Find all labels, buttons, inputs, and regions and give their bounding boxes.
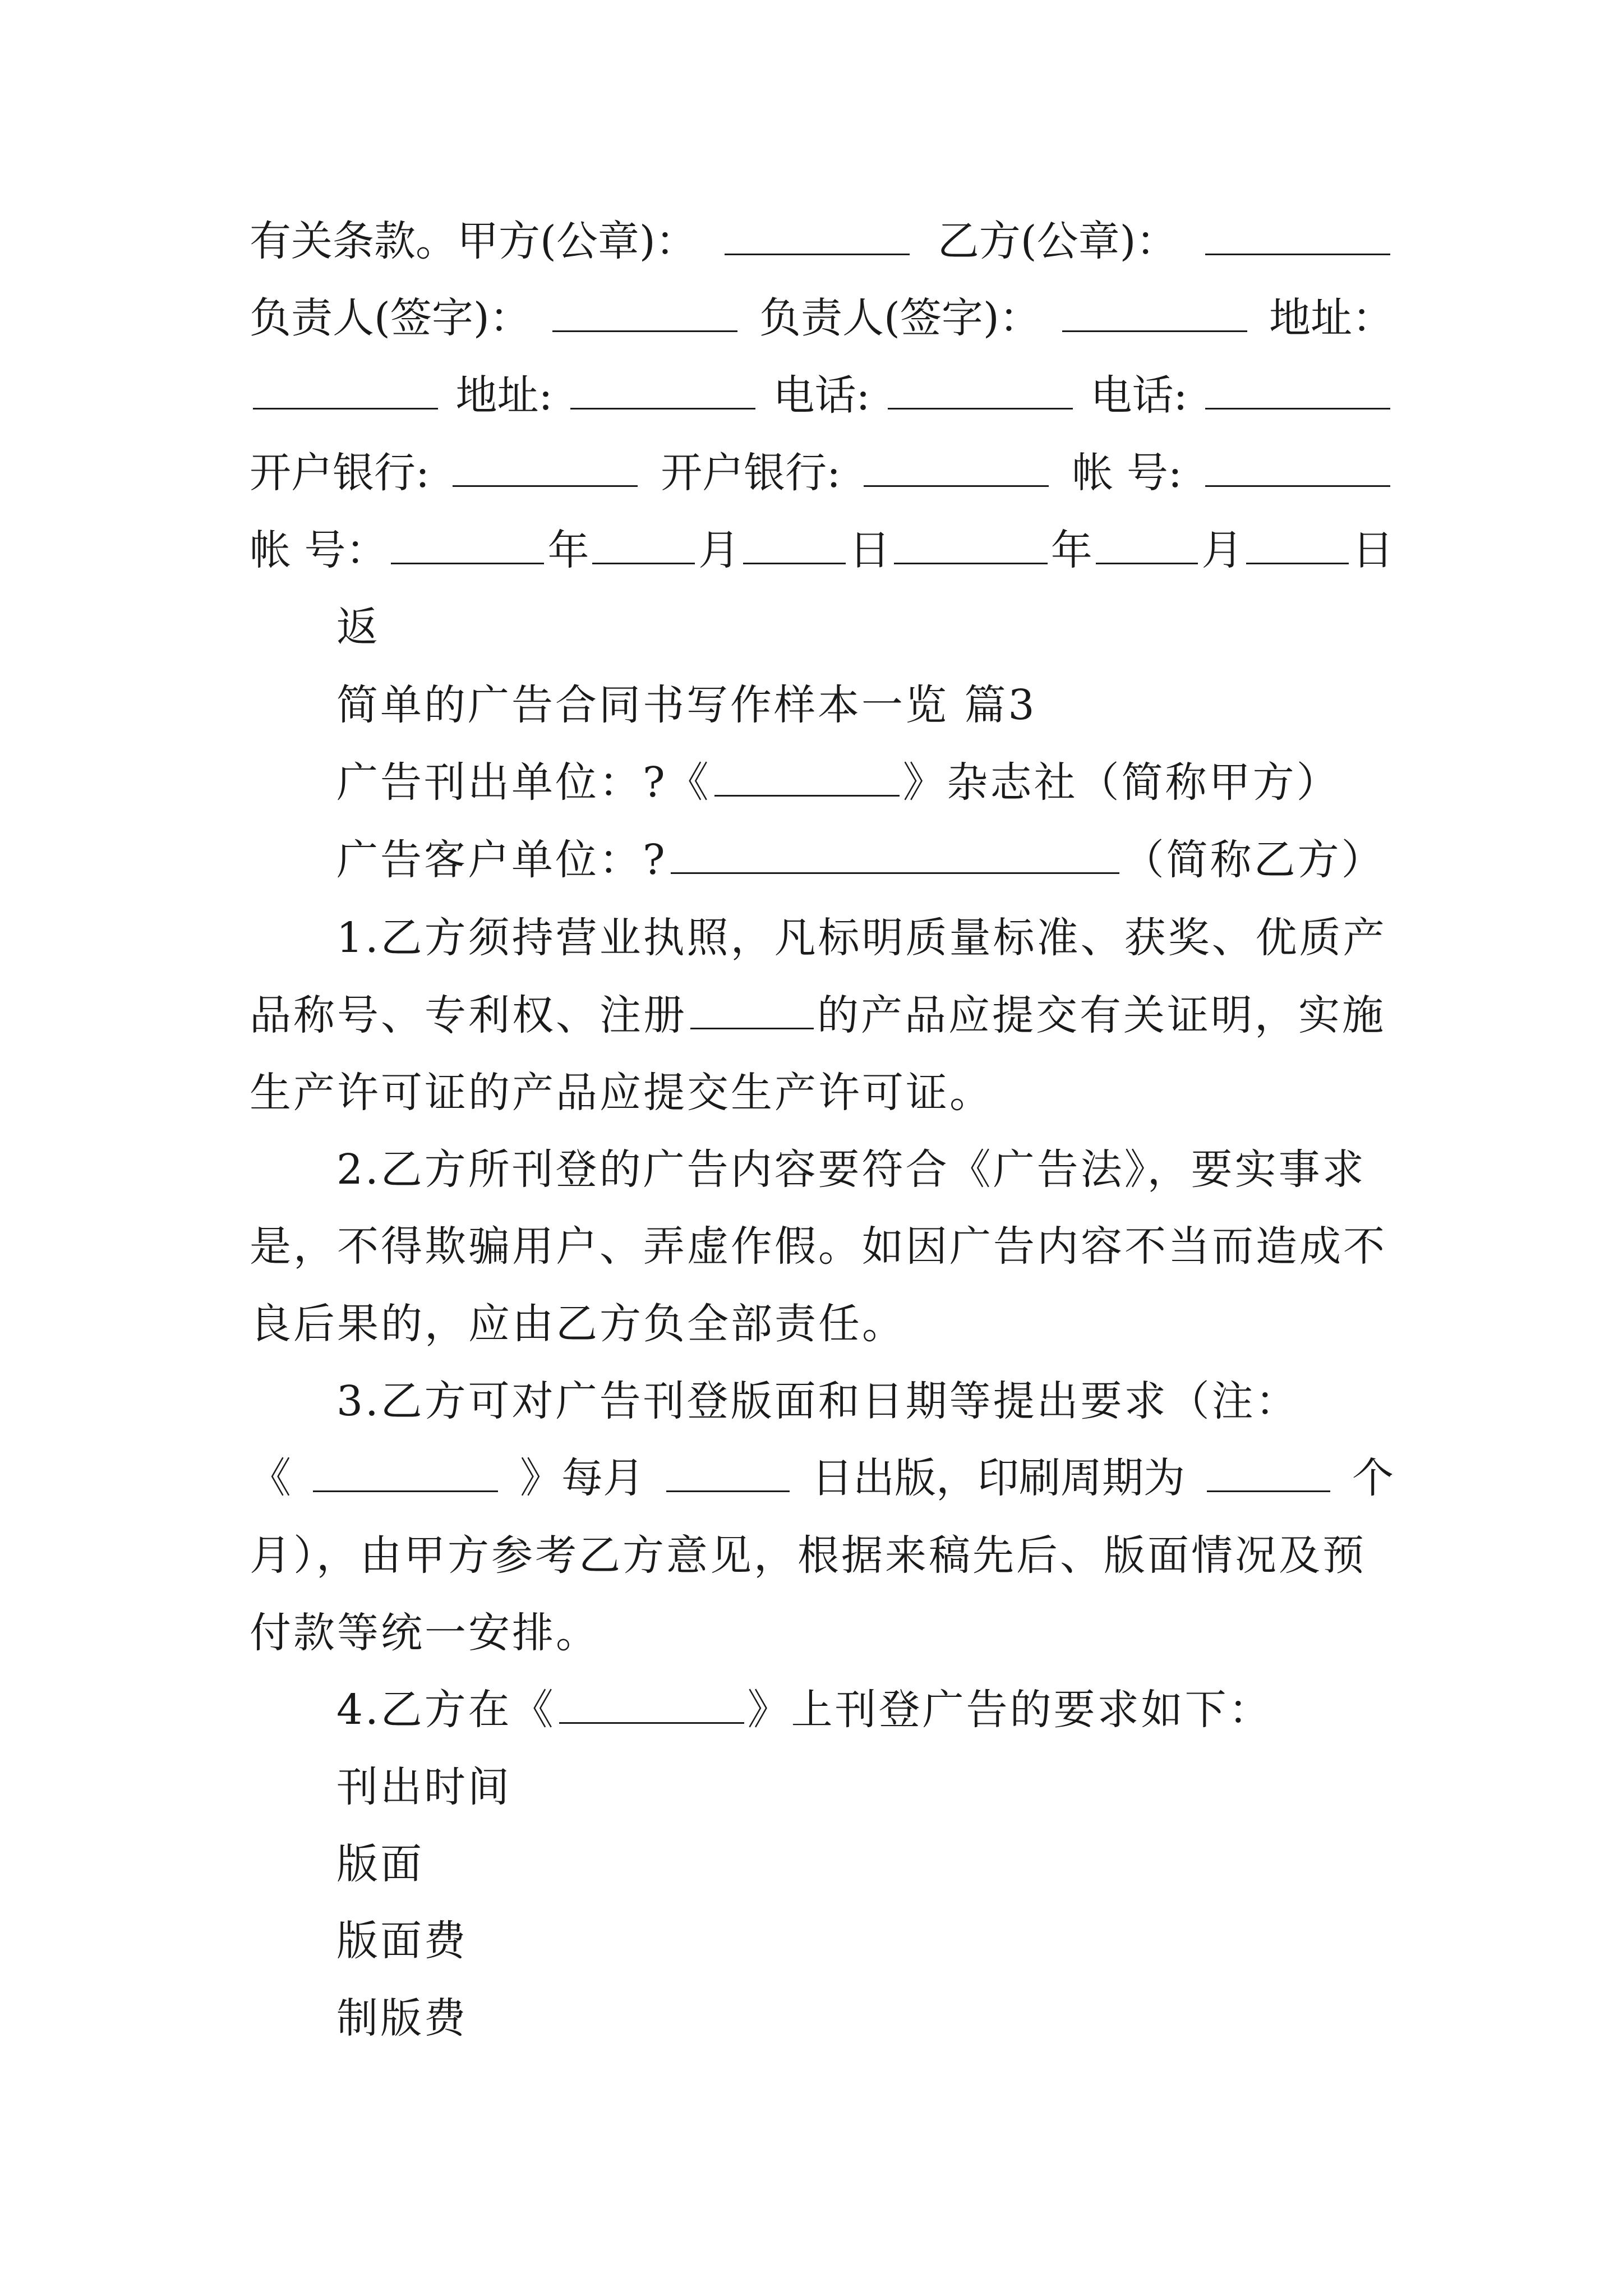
party-b-day-label: 日 (1352, 526, 1394, 574)
publisher-suffix: 》杂志社（简称甲方） (902, 758, 1340, 807)
clause-1-text-a: 品称号、专利权、注册 (250, 991, 687, 1039)
party-a-address-blank[interactable] (253, 374, 438, 409)
clause-3-magazine-blank[interactable] (313, 1457, 498, 1492)
clause-1-registered-blank[interactable] (690, 994, 814, 1029)
party-a-seal-blank[interactable] (725, 220, 910, 255)
clause-1-text-b: 的产品应提交有关证明，实施 (817, 991, 1386, 1039)
clause-1-line-1: 1.乙方须持营业执照，凡标明质量标准、获奖、优质产 (336, 914, 1387, 962)
item-plate-fee: 制版费 (336, 1994, 468, 2042)
signature-line-2 (250, 287, 1394, 349)
party-b-address-blank[interactable] (570, 374, 755, 409)
party-b-phone-label: 电话: (1090, 371, 1188, 420)
clause-3-line-4: 付款等统一安排。 (250, 1609, 600, 1657)
party-b-address-label: 地址: (455, 371, 553, 420)
party-b-account-label: 帐 号： (250, 526, 388, 574)
party-b-year-label: 年 (1050, 526, 1092, 574)
signature-line-3 (250, 365, 1394, 426)
signature-line-5 (250, 519, 1394, 581)
party-a-day-blank[interactable] (743, 529, 846, 564)
clause-4-text-b: 》上刊登广告的要求如下： (747, 1686, 1272, 1734)
party-b-month-blank[interactable] (1096, 529, 1198, 564)
party-b-bank-blank[interactable] (864, 452, 1049, 487)
publisher-line (336, 752, 1394, 813)
signature-line-1 (250, 210, 1394, 272)
clause-3-cycle-blank[interactable] (1207, 1457, 1330, 1492)
party-a-bank-label: 开户银行: (250, 449, 430, 497)
party-a-month-label: 月 (698, 526, 740, 574)
clause-3-line-2 (250, 1447, 1394, 1509)
party-a-address-label: 地址： (1269, 294, 1394, 342)
party-a-seal-label: 有关条款。甲方(公章)： (250, 217, 697, 265)
clause-3-text-d: 个 (1352, 1454, 1394, 1502)
party-a-bank-blank[interactable] (453, 452, 638, 487)
party-a-account-blank[interactable] (1205, 452, 1390, 487)
party-a-day-label: 日 (849, 526, 891, 574)
signature-line-4 (250, 442, 1394, 504)
section-title: 简单的广告合同书写作样本一览 篇3 (336, 681, 1037, 729)
clause-2-line-2: 是，不得欺骗用户、弄虚作假。如因广告内容不当而造成不 (250, 1222, 1387, 1271)
party-a-phone-label: 电话: (773, 371, 870, 420)
party-b-seal-label: 乙方(公章)： (937, 217, 1178, 265)
clause-4-text-a: 4.乙方在《 (336, 1686, 556, 1734)
party-b-bank-label: 开户银行: (661, 449, 841, 497)
clause-2-line-3: 良后果的，应由乙方负全部责任。 (250, 1300, 906, 1348)
party-a-account-label: 帐 号: (1072, 449, 1182, 497)
publisher-prefix: 广告刊出单位：?《 (336, 758, 711, 807)
clause-3-line-1: 3.乙方可对广告刊登版面和日期等提出要求（注： (336, 1377, 1299, 1425)
clause-3-line-3: 月），由甲方参考乙方意见，根据来稿先后、版面情况及预 (250, 1531, 1366, 1580)
party-b-month-label: 月 (1201, 526, 1243, 574)
party-a-signer-blank[interactable] (552, 297, 737, 332)
client-prefix: 广告客户单位：? (336, 836, 667, 884)
client-suffix: （简称乙方） (1122, 836, 1385, 884)
clause-2-line-1: 2.乙方所刊登的广告内容要符合《广告法》，要实事求 (336, 1145, 1366, 1194)
clause-3-day-blank[interactable] (666, 1457, 790, 1492)
party-a-year-label: 年 (547, 526, 589, 574)
party-a-signer-label: 负责人(签字)： (250, 294, 531, 342)
clause-4-magazine-blank[interactable] (559, 1688, 744, 1724)
party-b-day-blank[interactable] (1246, 529, 1349, 564)
party-b-phone-blank[interactable] (1205, 374, 1390, 409)
party-b-account-blank[interactable] (391, 529, 545, 564)
clause-4-line-1 (336, 1679, 1394, 1741)
magazine-name-blank[interactable] (714, 761, 900, 797)
client-line (336, 829, 1394, 891)
party-b-year-blank[interactable] (894, 529, 1048, 564)
party-a-month-blank[interactable] (592, 529, 695, 564)
party-a-phone-blank[interactable] (888, 374, 1073, 409)
back-link[interactable]: 返 (336, 603, 380, 651)
item-publish-time: 刊出时间 (336, 1763, 511, 1811)
client-name-blank[interactable] (671, 839, 1119, 874)
clause-1-line-2 (250, 984, 1394, 1046)
clause-3-text-b: 》每月 (520, 1454, 644, 1502)
party-b-signer-label: 负责人(签字)： (759, 294, 1041, 342)
item-layout: 版面 (336, 1840, 424, 1888)
party-b-signer-blank[interactable] (1062, 297, 1247, 332)
party-b-seal-blank[interactable] (1205, 220, 1390, 255)
clause-3-text-a: 《 (250, 1454, 291, 1502)
clause-1-line-3: 生产许可证的产品应提交生产许可证。 (250, 1069, 993, 1117)
clause-3-text-c: 日出版，印刷周期为 (811, 1454, 1185, 1502)
item-layout-fee: 版面费 (336, 1917, 468, 1965)
